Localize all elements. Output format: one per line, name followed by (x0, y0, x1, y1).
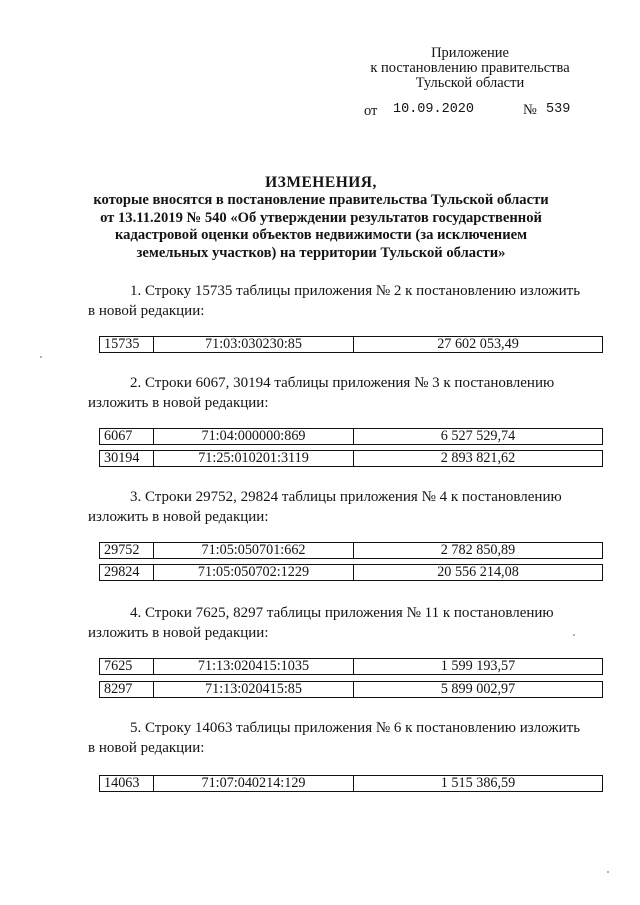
item-line: изложить в новой редакции: (88, 509, 269, 525)
table-row (99, 658, 603, 675)
item-line: 1. Строку 15735 таблицы приложения № 2 к постановлению изложить (130, 283, 581, 299)
cadastral-number-cell: 71:25:010201:3119 (154, 451, 354, 466)
subtitle-line: которые вносятся в постановление правительства Тульской области (93, 192, 549, 208)
item-5-text (88, 718, 600, 758)
table-row (99, 681, 603, 698)
cadastral-value-cell: 27 602 053,49 (437, 336, 519, 352)
subtitle-line: кадастровой оценки объектов недвижимости (за исключением (114, 227, 528, 243)
item-2-text (88, 373, 600, 413)
item-line: изложить в новой редакции: (88, 395, 269, 411)
item-line: 4. Строки 7625, 8297 таблицы приложения № 11 к постановлению (130, 605, 554, 621)
document-date: 10.09.2020 (393, 102, 475, 117)
cadastral-number-cell: 71:05:050702:1229 (154, 565, 354, 580)
page-subtitle (88, 192, 554, 262)
cadastral-value-cell: 2 782 850,89 (440, 542, 516, 558)
cadastral-number-cell: 71:13:020415:85 (154, 682, 354, 697)
cadastral-value-cell: 1 515 386,59 (440, 775, 516, 791)
cadastral-value-cell: 6 527 529,74 (440, 428, 516, 444)
scan-speck (607, 871, 609, 873)
table-row (99, 336, 603, 353)
item-1-text (88, 281, 600, 321)
number-prefix: № (523, 102, 537, 118)
cadastral-value-cell: 20 556 214,08 (437, 564, 519, 580)
row-number-cell: 6067 (100, 429, 154, 444)
item-line: 2. Строки 6067, 30194 таблицы приложения № 3 к постановлению (130, 375, 555, 391)
scan-speck (40, 356, 42, 358)
row-number-cell: 29824 (100, 565, 154, 580)
row-number-cell: 29752 (100, 543, 154, 558)
item-line: 3. Строки 29752, 29824 таблицы приложения № 4 к постановлению (130, 489, 562, 505)
scan-speck (573, 634, 575, 636)
cadastral-number-cell: 71:07:040214:129 (154, 776, 354, 791)
cadastral-number-cell: 71:13:020415:1035 (154, 659, 354, 674)
cadastral-value-cell: 5 899 002,97 (440, 681, 516, 697)
table-row (99, 775, 603, 792)
cadastral-value-cell: 1 599 193,57 (440, 658, 516, 674)
subtitle-line: от 13.11.2019 № 540 «Об утверждении результатов государственной (100, 209, 542, 226)
page-title: ИЗМЕНЕНИЯ, (265, 174, 377, 191)
item-line: 5. Строку 14063 таблицы приложения № 6 к постановлению изложить (130, 720, 581, 736)
subtitle-line: земельных участков) на территории Тульской области» (136, 244, 506, 261)
row-number-cell: 8297 (100, 682, 154, 697)
row-number-cell: 15735 (100, 337, 154, 352)
row-number-cell: 7625 (100, 659, 154, 674)
date-prefix: от (364, 103, 378, 119)
table-row (99, 564, 603, 581)
table-row (99, 428, 603, 445)
cadastral-number-cell: 71:03:030230:85 (154, 337, 354, 352)
table-row (99, 450, 603, 467)
cadastral-value-cell: 2 893 821,62 (440, 450, 516, 466)
item-line: в новой редакции: (88, 303, 205, 319)
table-row (99, 542, 603, 559)
cadastral-number-cell: 71:04:000000:869 (154, 429, 354, 444)
document-number: 539 (546, 102, 571, 117)
item-3-text (88, 487, 600, 527)
annex-resolution-label: к постановлению правительства (370, 60, 570, 76)
item-line: в новой редакции: (88, 740, 205, 756)
item-4-text (88, 603, 600, 643)
cadastral-number-cell: 71:05:050701:662 (154, 543, 354, 558)
row-number-cell: 14063 (100, 776, 154, 791)
annex-label: Приложение (431, 45, 509, 61)
item-line: изложить в новой редакции: (88, 625, 269, 641)
annex-region-label: Тульской области (415, 75, 525, 91)
row-number-cell: 30194 (100, 451, 154, 466)
